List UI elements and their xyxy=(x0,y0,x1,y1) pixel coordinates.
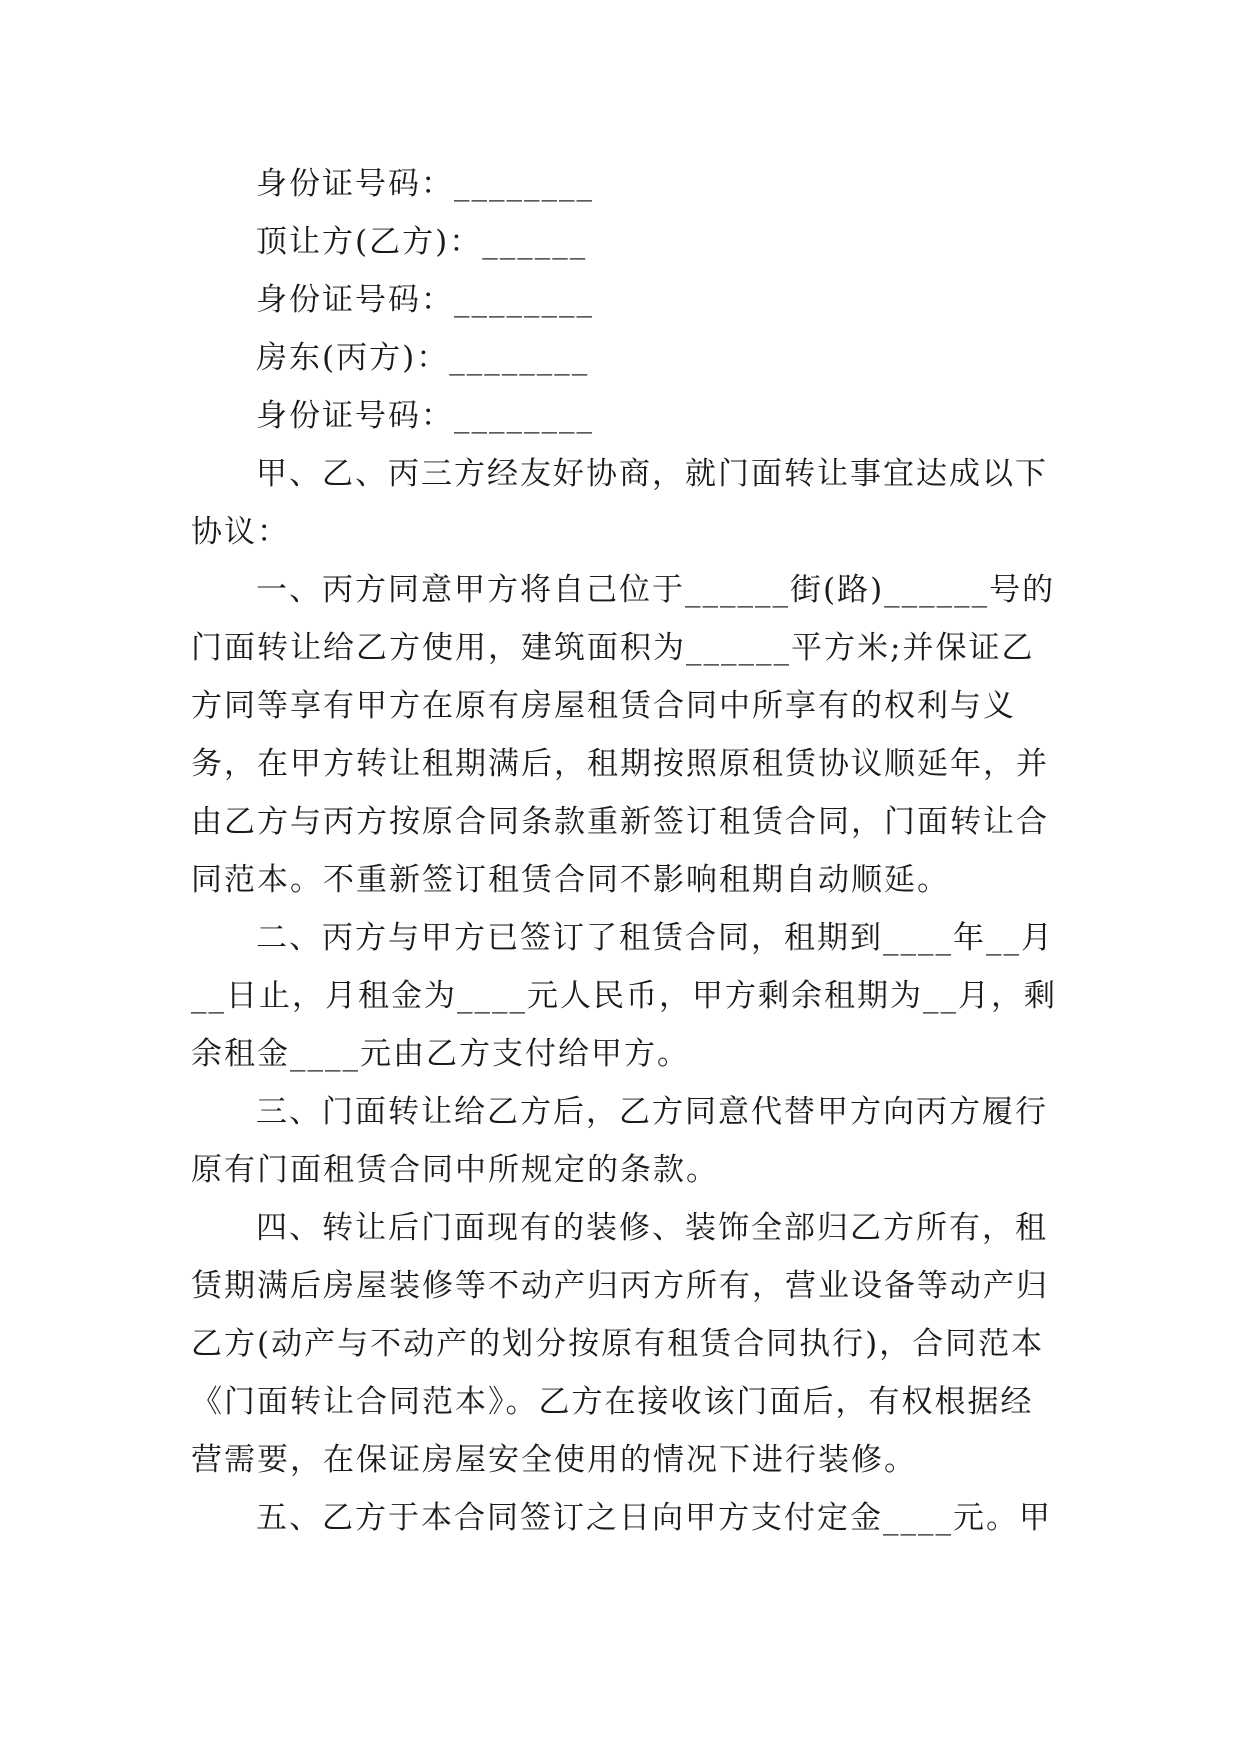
paragraph-line: 门面转让给乙方使用，建筑面积为______平方米;并保证乙 xyxy=(191,630,1035,666)
paragraph-clause-4 xyxy=(191,1199,1051,1489)
paragraph-line: 原有门面租赁合同中所规定的条款。 xyxy=(191,1152,719,1188)
paragraph-line: 五、乙方于本合同签订之日向甲方支付定金____元。甲 xyxy=(256,1500,1052,1536)
paragraph-line: 三、门面转让给乙方后，乙方同意代替甲方向丙方履行 xyxy=(256,1094,1048,1130)
paragraph-line: 由乙方与丙方按原合同条款重新签订租赁合同，门面转让合 xyxy=(191,804,1049,840)
paragraph-line: 赁期满后房屋装修等不动产归丙方所有，营业设备等动产归 xyxy=(191,1268,1049,1304)
document-body xyxy=(191,155,1057,1547)
paragraph-line: 甲、乙、丙三方经友好协商，就门面转让事宜达成以下 xyxy=(256,456,1048,492)
id-number-field-party-c: 身份证号码：________ xyxy=(256,398,594,434)
paragraph-line: __日止，月租金为____元人民币，甲方剩余租期为__月，剩 xyxy=(191,978,1057,1014)
paragraph-line: 同范本。不重新签订租赁合同不影响租期自动顺延。 xyxy=(191,862,950,898)
paragraph-line: 营需要，在保证房屋安全使用的情况下进行装修。 xyxy=(191,1442,917,1478)
paragraph-line: 四、转让后门面现有的装修、装饰全部归乙方所有，租 xyxy=(256,1210,1048,1246)
paragraph-clause-2 xyxy=(191,909,1057,1083)
paragraph-line: 二、丙方与甲方已签订了租赁合同，租期到____年__月 xyxy=(256,920,1054,956)
paragraph-line: 协议： xyxy=(191,514,290,550)
paragraph-line: 方同等享有甲方在原有房屋租赁合同中所享有的权利与义 xyxy=(191,688,1016,724)
paragraph-line: 余租金____元由乙方支付给甲方。 xyxy=(191,1036,690,1072)
paragraph-line: 《门面转让合同范本》。乙方在接收该门面后，有权根据经 xyxy=(191,1384,1034,1420)
paragraph-line: 务，在甲方转让租期满后，租期按照原租赁协议顺延年，并 xyxy=(191,746,1049,782)
landlord-field-party-c: 房东(丙方)：________ xyxy=(256,340,590,376)
paragraph-preamble xyxy=(191,445,1051,561)
paragraph-line: 乙方(动产与不动产的划分按原有租赁合同执行)，合同范本 xyxy=(191,1326,1045,1362)
paragraph-clause-3 xyxy=(191,1083,1051,1199)
id-number-field-party-a: 身份证号码：________ xyxy=(256,166,594,202)
id-number-field-party-b: 身份证号码：________ xyxy=(256,282,594,318)
paragraph-clause-1 xyxy=(191,561,1056,909)
paragraph-line: 一、丙方同意甲方将自己位于______街(路)______号的 xyxy=(256,572,1056,608)
transferee-field-party-b: 顶让方(乙方)：______ xyxy=(256,224,588,260)
paragraph-clause-5 xyxy=(191,1489,1051,1547)
